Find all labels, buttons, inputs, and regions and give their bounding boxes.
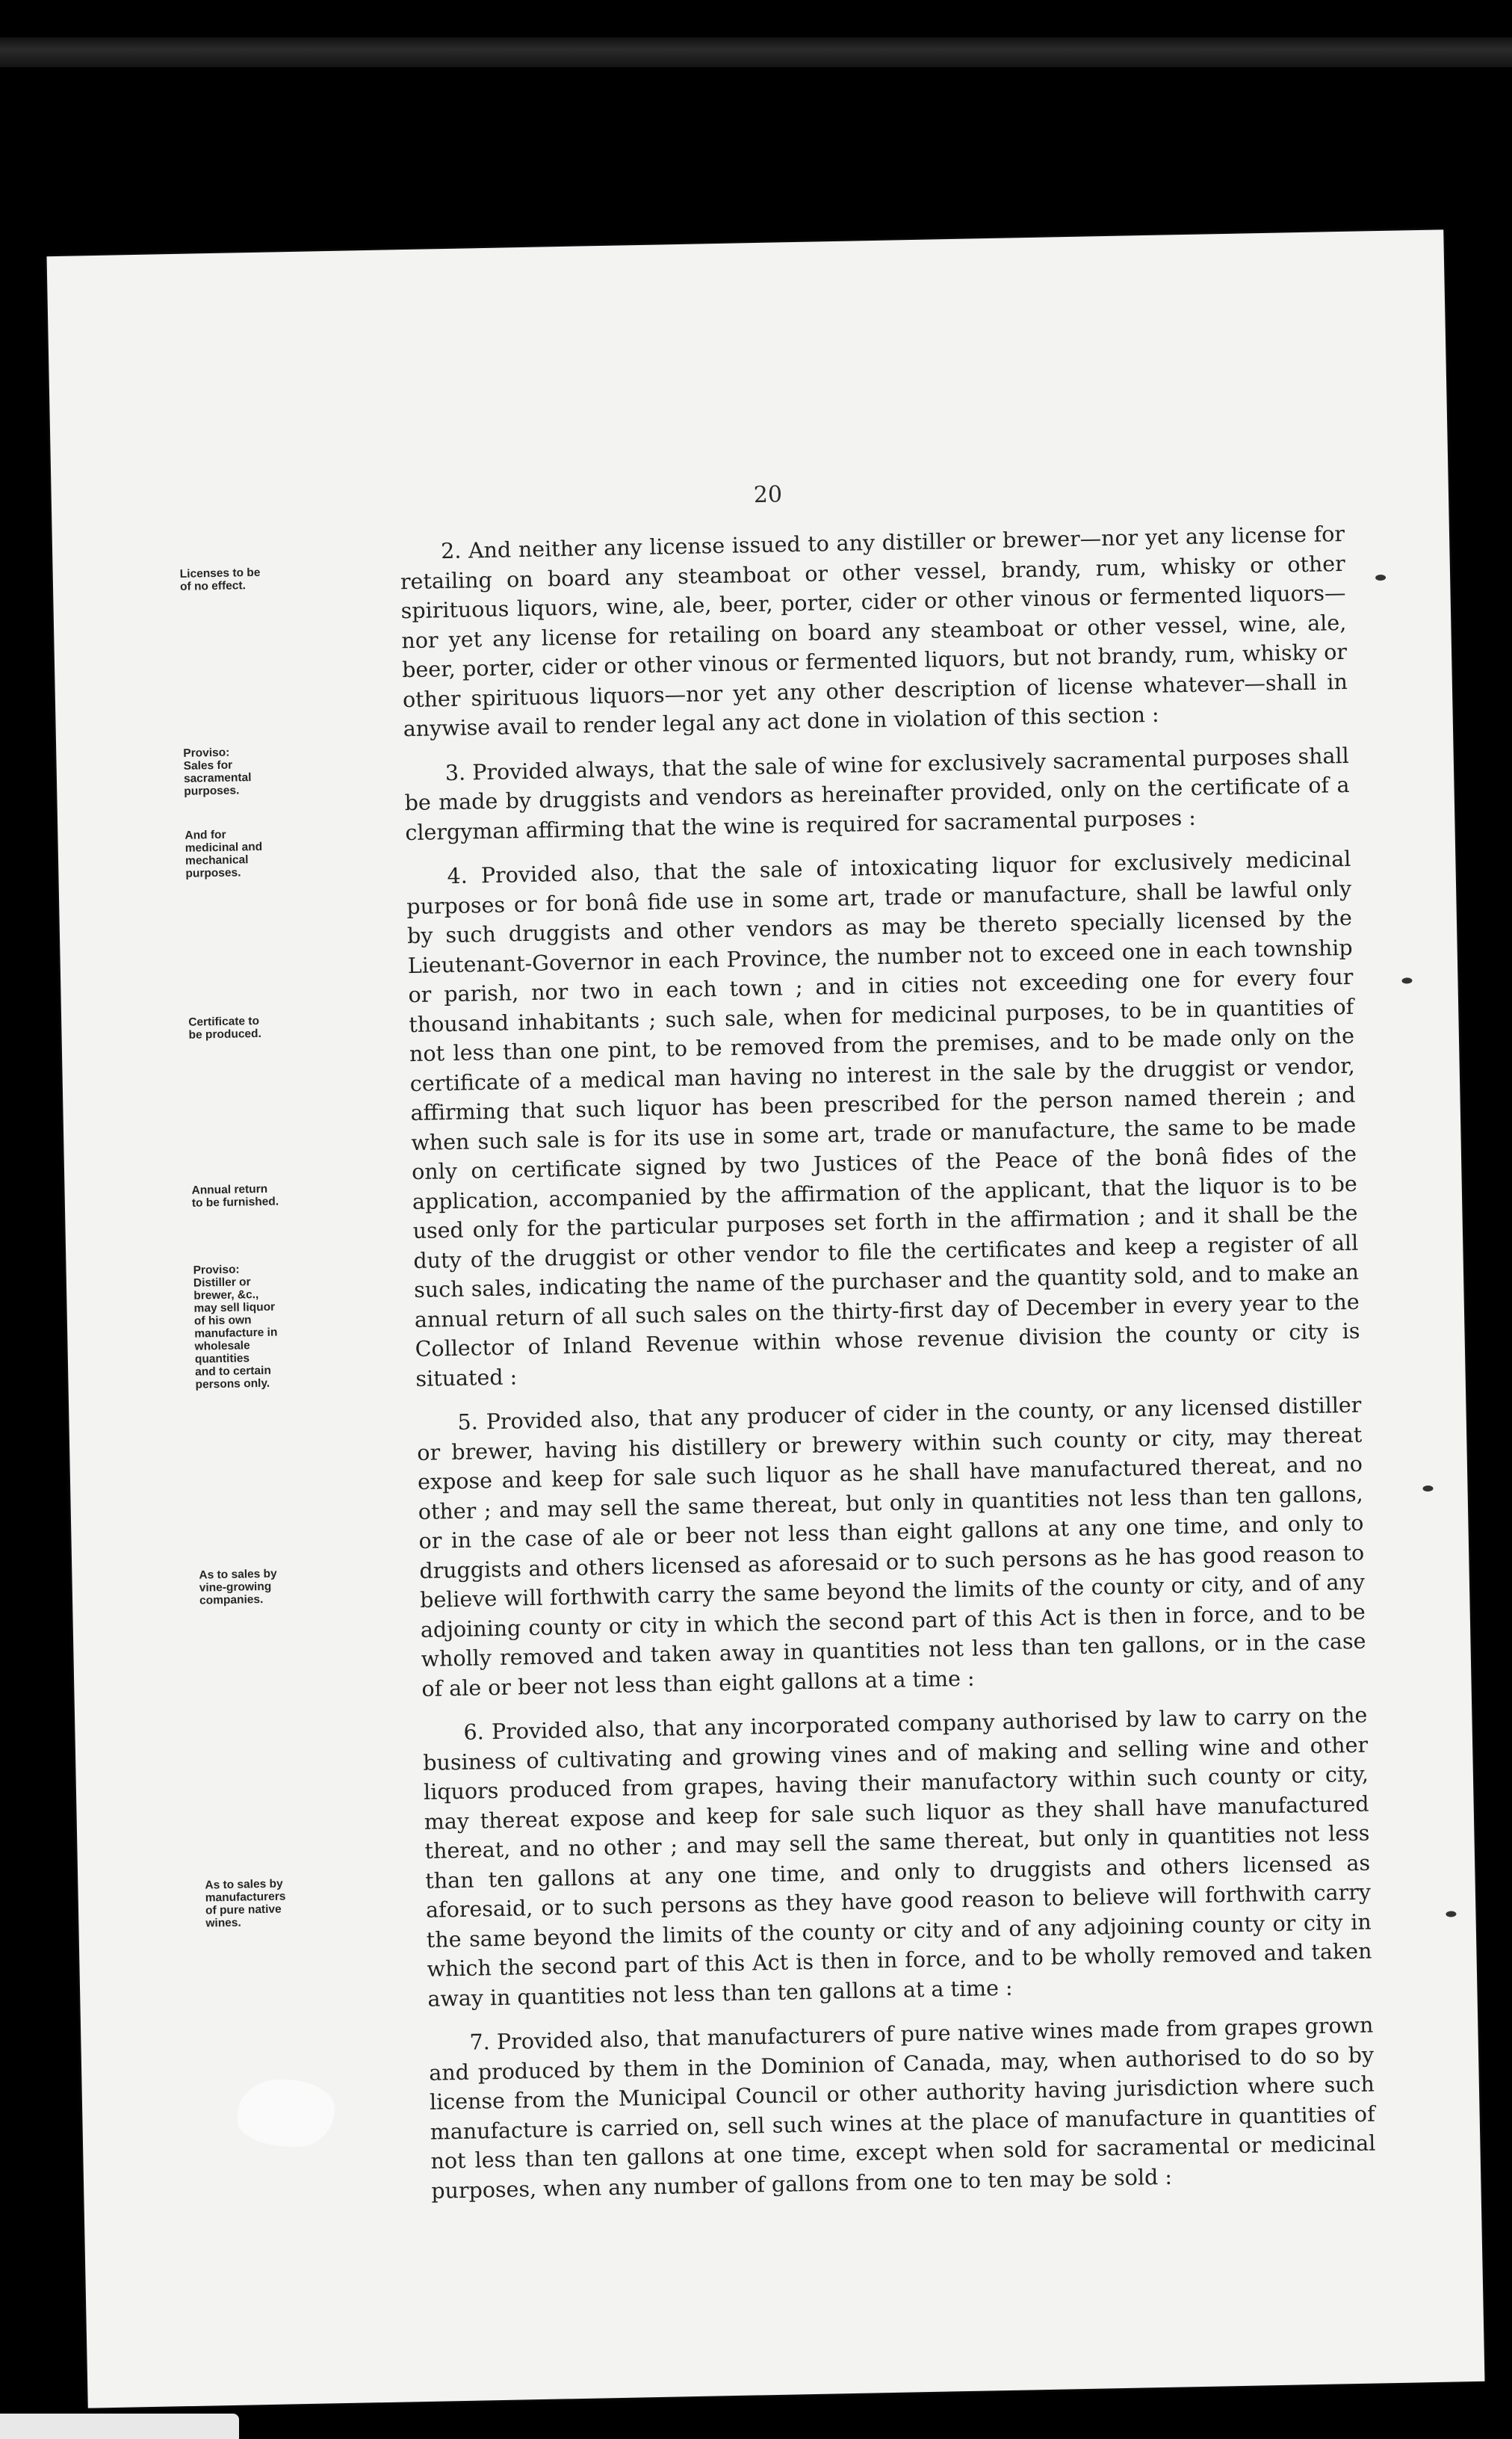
margin-note-vine-growing: As to sales by vine-growing companies.	[199, 1567, 277, 1607]
margin-note-medicinal: And for medicinal and mechanical purposes.	[185, 828, 263, 880]
edge-speck	[1375, 575, 1386, 581]
paper-blot	[238, 2080, 335, 2147]
margin-note-annual-return: Annual return to be furnished.	[191, 1182, 279, 1210]
margin-note-proviso-distiller: Proviso: Distiller or brewer, &c., may sell liquor of his own manufacture in wholesale quantities and to certain persons only.	[193, 1263, 278, 1391]
film-label-strip	[0, 2414, 239, 2439]
paragraph-7: 7. Provided also, that manufacturers of pure native wines made from grapes grown and produced by them in the Dominion of Canada, may, when authorised to do so by license from the Municipal Council or other authority having jurisdiction where such manufacture is carried on, sell such wines at the place of manufacture in quantities of not less than ten gallons at one time, except when sold for sacramental or medicinal purposes, when any number of gallons from one to ten may be sold :	[428, 2012, 1376, 2204]
paragraph-6: 6. Provided also, that any incorporated company authorised by law to carry on the business of cultivating and growing vines and of making and selling wine and other liquors produced from grapes, having their manufactory within such county or city, may thereat expose and keep for sale such liquor as they shall have manufactured thereat, and no other ; and may sell the same thereat, but only in quantities not less than ten gallons at any one time, and only to druggists and others licensed as aforesaid, or to such persons as they have good reason to believe will forthwith carry the same beyond the limits of the county or city and of any adjoining county or city in which the second part of this Act is then in force, and to be wholly removed and taken away in quantities not less than ten gallons at a time :	[423, 1702, 1372, 2012]
paragraph-3: 3. Provided always, that the sale of wine for exclusively sacramental purposes shall be made by druggists and vendors as hereinafter provided, only on the certificate of a clergyman affirming that the wine is required for sacramental purposes :	[404, 743, 1350, 845]
body-text	[400, 519, 1377, 2221]
paragraph-4: 4. Provided also, that the sale of intoxicating liquor for exclusively medicinal purposes or for bonâ fide use in some art, trade or manufacture, shall be lawful only by such druggists and other vendors as may be thereto specially licensed by the Lieutenant-Governor in each Province, the number not to exceed one in each township or parish, nor two in each town ; and in cities not exceeding one for every four thousand inhabitants ; such sale, when for medicinal purposes, to be in quantities of not less than one pint, to be removed from the premises, and to be made only on the certificate of a medical man having no interest in the sale by the druggist or vendor, affirming that such liquor has been prescribed for the person named therein ; and when such sale is for its use in some art, trade or manufacture, the same to be made only on certificate signed by two Justices of the Peace of the bonâ fides of the application, accompanied by the affirmation of the applicant, that the liquor is to be used only for the particular purposes set forth in the affirmation ; and it shall be the duty of the druggist or other vendor to file the certificates and keep a register of all such sales, indicating the name of the purchaser and the quantity sold, and to make an annual return of all such sales on the thirty-first day of December in every year to the Collector of Inland Revenue within whose revenue division the county or city is situated :	[406, 846, 1360, 1391]
margin-note-licenses: Licenses to be of no effect.	[179, 566, 261, 593]
page-number: 20	[753, 481, 783, 509]
margin-note-proviso-sacramental: Proviso: Sales for sacramental purposes.	[183, 746, 252, 798]
margin-note-native-wines: As to sales by manufacturers of pure native wines.	[205, 1877, 286, 1930]
margin-note-certificate: Certificate to be produced.	[188, 1014, 262, 1042]
margin-notes	[173, 250, 368, 1930]
edge-speck	[1401, 977, 1412, 983]
scanner-edge	[0, 37, 1512, 67]
paragraph-2: 2. And neither any license issued to any distiller or brewer—nor yet any license for retailing on board any steamboat or other vessel, brandy, rum, whisky or other spirituous liquors, wine, ale, beer, porter, cider or other vinous or fermented liquors—nor yet any license for retailing on board any steamboat or other vessel, wine, ale, beer, porter, cider or other vinous or fermented liquors, but not brandy, rum, whisky or other spirituous liquors—nor yet any other description of license whatever—shall in anywise avail to render legal any act done in violation of this section :	[400, 521, 1348, 742]
paragraph-5: 5. Provided also, that any producer of cider in the county, or any licensed distiller or brewer, having his distillery or brewery within such county or city, may thereat expose and keep for sale such liquor as he shall have manufactured thereat, and no other ; and may sell the same thereat, but only in quantities not less than ten gallons, or in the case of ale or beer not less than eight gallons at any one time, and only to druggists and others licensed as aforesaid or to such persons as he has good reason to believe will forthwith carry the same beyond the limits of the county or city, and of any adjoining county or city in which the second part of this Act is then in force, and to be wholly removed and taken away in quantities not less than ten gallons, or in the case of ale or beer not less than eight gallons at a time :	[417, 1392, 1366, 1701]
edge-speck	[1422, 1486, 1433, 1491]
edge-speck	[1446, 1911, 1456, 1917]
document-page	[47, 229, 1485, 2408]
